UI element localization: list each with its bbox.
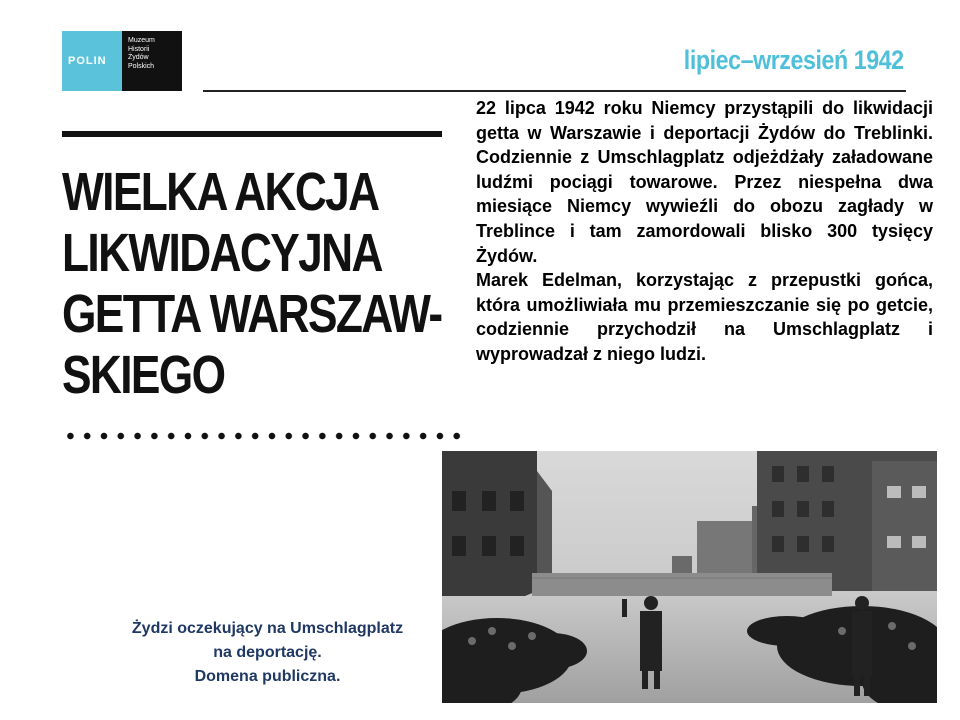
dotted-divider bbox=[62, 430, 462, 442]
title-line: GETTA WARSZAW- bbox=[62, 284, 442, 344]
date-range: lipiec–wrzesień 1942 bbox=[684, 45, 904, 75]
logo-mark bbox=[62, 31, 122, 91]
logo-museum-name bbox=[122, 31, 182, 91]
title-line: LIKWIDACYJNA bbox=[62, 223, 382, 283]
logo-line: Polskich bbox=[128, 62, 155, 70]
logo-line: Żydów bbox=[128, 54, 149, 61]
polin-logo bbox=[62, 31, 182, 91]
page-title bbox=[62, 162, 442, 406]
title-line: WIELKA AKCJA bbox=[62, 162, 379, 222]
logo-line: Historii bbox=[128, 45, 150, 53]
logo-word: POLIN bbox=[68, 55, 107, 67]
caption-line: Żydzi oczekujący na Umschlagplatz bbox=[131, 620, 404, 637]
caption-line: Domena publiczna. bbox=[194, 668, 341, 685]
title-rule bbox=[62, 131, 442, 137]
caption-line: na deportację. bbox=[213, 644, 322, 661]
paragraph: Marek Edelman, korzystając z przepustki gońca, która umożliwiała mu przemieszczanie się po getcie, codziennie przychodził na Umschlagplatz i wyprowadzał z niego ludzi. bbox=[476, 270, 933, 364]
logo-line: Muzeum bbox=[128, 37, 155, 44]
photo-illustration bbox=[442, 451, 937, 703]
photo-caption bbox=[105, 617, 430, 689]
body-text bbox=[476, 96, 933, 367]
paragraph: 22 lipca 1942 roku Niemcy przystąpili do likwidacji getta w Warszawie i deportacji Żydów do Treblinki. Codziennie z Umschlagplatz odjeżdżały załadowane ludźmi pociągi towarowe. Przez niespełna dwa miesiące Niemcy wywieźli do obozu zagłady w Treblince i tam zamordowali blisko 300 tysięcy Żydów. bbox=[476, 98, 933, 266]
header-divider bbox=[203, 90, 906, 92]
historical-photo bbox=[442, 451, 937, 703]
title-line: SKIEGO bbox=[62, 345, 225, 405]
